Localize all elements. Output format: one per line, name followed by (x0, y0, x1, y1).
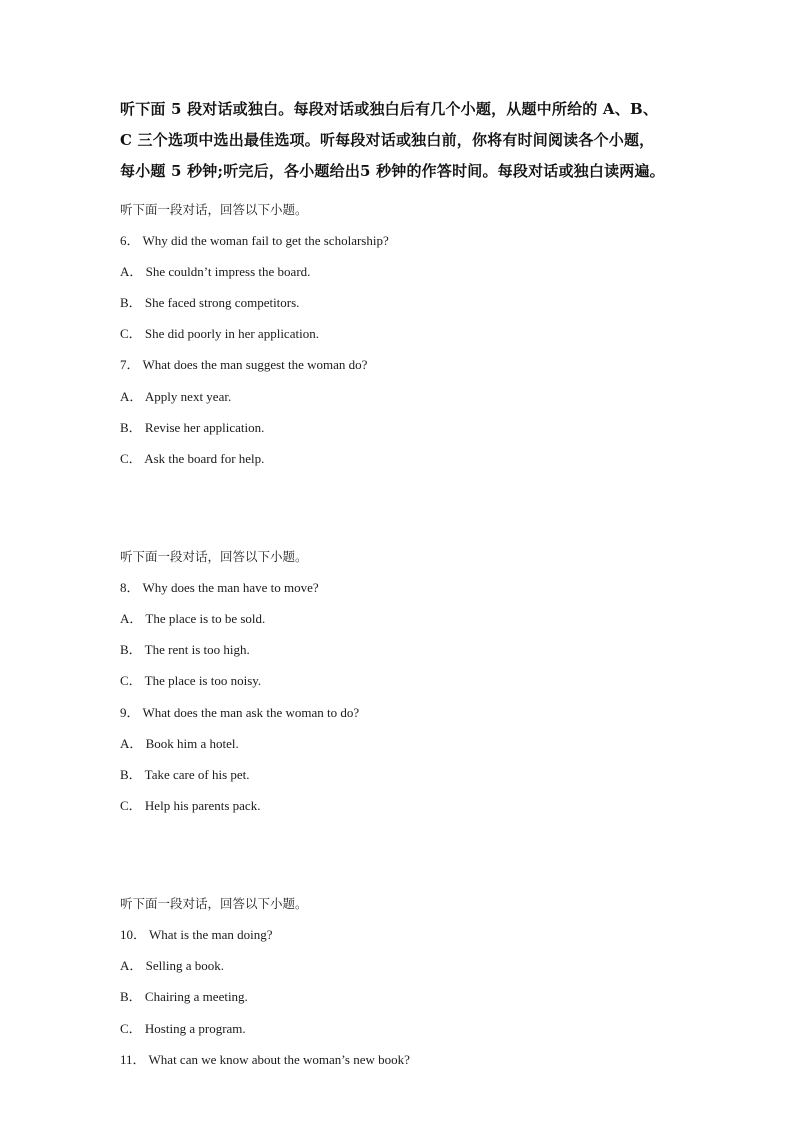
answer-option: B． Take care of his pet. (120, 767, 250, 782)
answer-option: C． Ask the board for help. (120, 451, 265, 466)
section-heading: 听下面一段对话，回答以下小题。 (120, 549, 308, 564)
section-heading: 听下面一段对话，回答以下小题。 (120, 896, 308, 911)
section-heading: 听下面一段对话，回答以下小题。 (120, 202, 308, 217)
answer-option: C． Hosting a program. (120, 1021, 246, 1036)
answer-option: B． Revise her application. (120, 420, 265, 435)
answer-option: C． She did poorly in her application. (120, 326, 319, 341)
answer-option: A． Book him a hotel. (120, 736, 239, 751)
instruction-line: 每小题 5 秒钟;听完后，各小题给出5 秒钟的作答时间。每段对话或独白读两遍。 (120, 162, 665, 180)
answer-option: B． Chairing a meeting. (120, 989, 248, 1004)
answer-option: A． Apply next year. (120, 389, 232, 404)
question-prompt: 8． Why does the man have to move? (120, 580, 319, 595)
answer-option: A． Selling a book. (120, 958, 224, 973)
answer-option: B． She faced strong competitors. (120, 295, 300, 310)
question-prompt: 10． What is the man doing? (120, 927, 273, 942)
answer-option: C． Help his parents pack. (120, 798, 261, 813)
instruction-line: 听下面 5 段对话或独白。每段对话或独白后有几个小题，从题中所给的 A、B、 (120, 100, 659, 118)
answer-option: B． The rent is too high. (120, 642, 250, 657)
question-prompt: 6． Why did the woman fail to get the scholarship? (120, 233, 389, 248)
question-prompt: 11． What can we know about the woman’s new book? (120, 1052, 410, 1067)
question-prompt: 9． What does the man ask the woman to do? (120, 705, 360, 720)
answer-option: A． The place is to be sold. (120, 611, 266, 626)
answer-option: C． The place is too noisy. (120, 673, 262, 688)
question-prompt: 7． What does the man suggest the woman do? (120, 357, 368, 372)
answer-option: A． She couldn’t impress the board. (120, 264, 311, 279)
listening-instructions (120, 94, 692, 187)
instruction-line: C 三个选项中选出最佳选项。听每段对话或独白前，你将有时间阅读各个小题， (120, 131, 655, 149)
